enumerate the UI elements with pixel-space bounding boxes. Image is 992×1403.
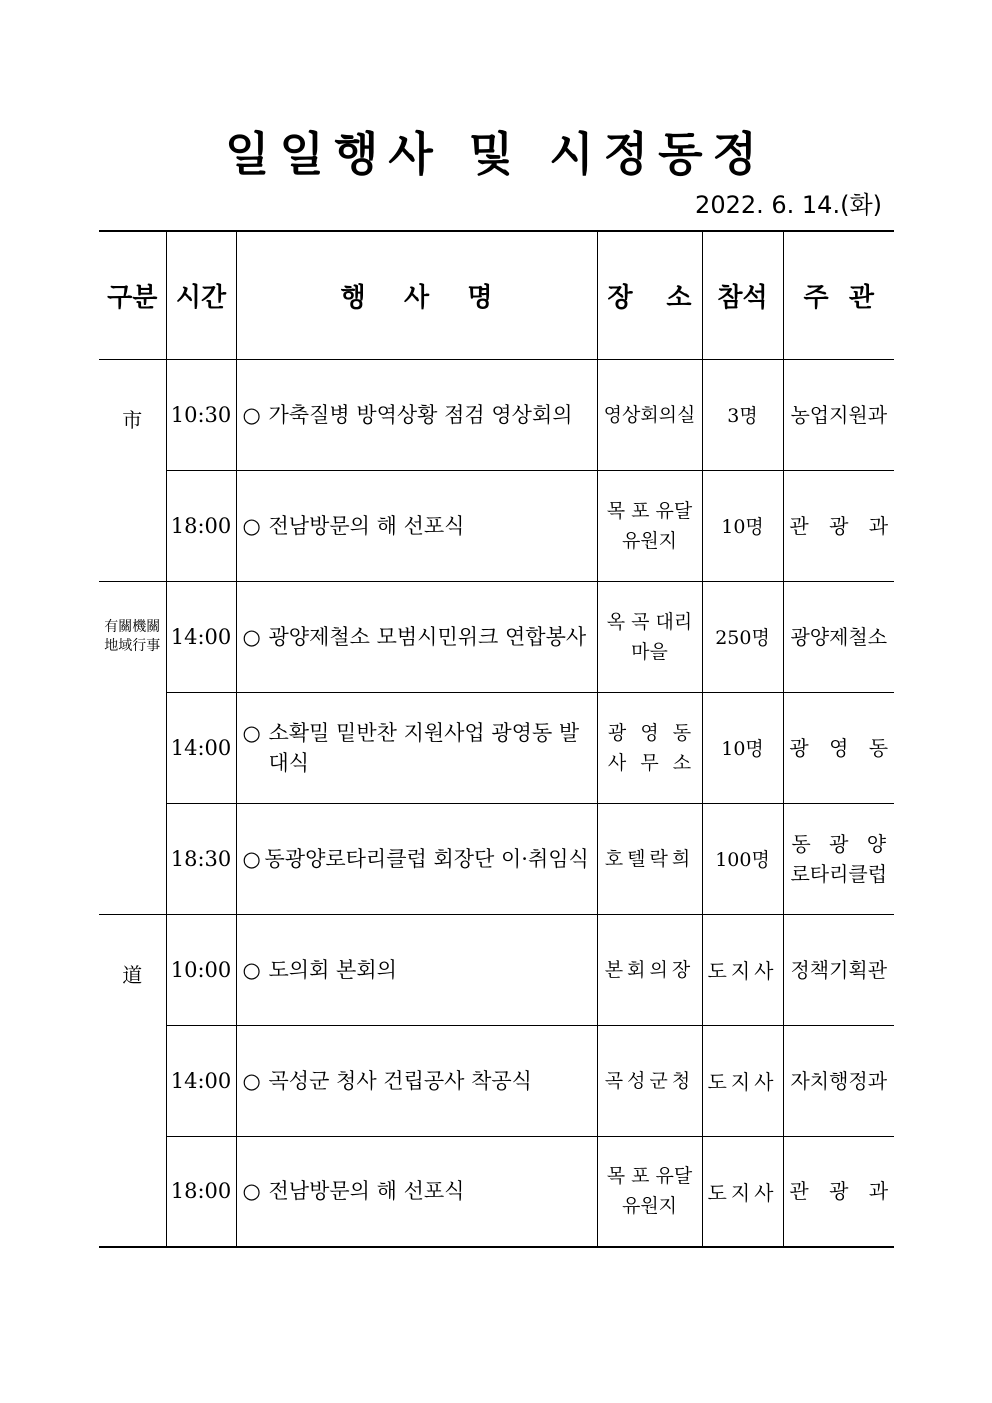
row-place: 영상회의실 bbox=[597, 359, 702, 470]
row-place: 목 포 유달유원지 bbox=[597, 1136, 702, 1247]
row-place: 곡성군청 bbox=[597, 1025, 702, 1136]
row-time: 10:30 bbox=[166, 359, 236, 470]
table-row bbox=[99, 1025, 894, 1136]
row-time: 18:00 bbox=[166, 470, 236, 581]
header-category: 구분 bbox=[99, 231, 166, 359]
row-event: ○ 곡성군 청사 건립공사 착공식 bbox=[236, 1025, 597, 1136]
row-time: 14:00 bbox=[166, 581, 236, 692]
table-row bbox=[99, 359, 894, 470]
row-event: ○ 가축질병 방역상황 점검 영상회의 bbox=[236, 359, 597, 470]
table-row bbox=[99, 470, 894, 581]
schedule-table bbox=[99, 230, 894, 1248]
row-event: ○ 동광양로타리클럽 회장단 이·취임식 bbox=[236, 803, 597, 914]
category-city: 市 bbox=[122, 407, 143, 432]
table-row bbox=[99, 581, 894, 692]
row-place: 광 영 동 사 무 소 bbox=[597, 692, 702, 803]
row-event: ○ 전남방문의 해 선포식 bbox=[236, 1136, 597, 1247]
row-time: 14:00 bbox=[166, 692, 236, 803]
row-place: 본회의장 bbox=[597, 914, 702, 1025]
row-attendee: 250명 bbox=[702, 581, 783, 692]
row-attendee: 10명 bbox=[702, 470, 783, 581]
row-organizer: 관 광 과 bbox=[783, 1136, 894, 1247]
header-attendee: 참석 bbox=[702, 231, 783, 359]
header-row bbox=[99, 231, 894, 359]
row-time: 14:00 bbox=[166, 1025, 236, 1136]
row-attendee: 100명 bbox=[702, 803, 783, 914]
row-attendee: 3명 bbox=[702, 359, 783, 470]
row-place: 목 포 유달유원지 bbox=[597, 470, 702, 581]
row-place: 호텔락희 bbox=[597, 803, 702, 914]
document-date: 2022. 6. 14.(화) bbox=[695, 191, 882, 219]
row-organizer: 농업지원과 bbox=[783, 359, 894, 470]
row-time: 18:30 bbox=[166, 803, 236, 914]
row-organizer: 광 영 동 bbox=[783, 692, 894, 803]
header-place: 장 소 bbox=[597, 231, 702, 359]
table-row bbox=[99, 692, 894, 803]
row-organizer: 정책기획관 bbox=[783, 914, 894, 1025]
page-title: 일일행사 및 시정동정 bbox=[225, 127, 767, 181]
row-event: ○ 도의회 본회의 bbox=[236, 914, 597, 1025]
row-event: ○ 광양제철소 모범시민위크 연합봉사 bbox=[236, 581, 597, 692]
row-event: ○ 전남방문의 해 선포식 bbox=[236, 470, 597, 581]
category-agencies: 有關機關 地域行事 bbox=[99, 581, 166, 914]
row-event: ○ 소확밀 밑반찬 지원사업 광영동 발대식 bbox=[236, 692, 597, 803]
row-attendee: 10명 bbox=[702, 692, 783, 803]
category-province: 道 bbox=[99, 914, 166, 1247]
row-organizer: 광양제철소 bbox=[783, 581, 894, 692]
row-time: 18:00 bbox=[166, 1136, 236, 1247]
row-place: 옥 곡 대리마을 bbox=[597, 581, 702, 692]
row-attendee: 도지사 bbox=[702, 1136, 783, 1247]
row-time: 10:00 bbox=[166, 914, 236, 1025]
row-organizer: 동 광 양 로타리클럽 bbox=[783, 803, 894, 914]
row-organizer: 자치행정과 bbox=[783, 1025, 894, 1136]
table-row bbox=[99, 1136, 894, 1247]
row-attendee: 도지사 bbox=[702, 914, 783, 1025]
header-event: 행 사 명 bbox=[236, 231, 597, 359]
row-organizer: 관 광 과 bbox=[783, 470, 894, 581]
table-row bbox=[99, 914, 894, 1025]
header-organizer: 주 관 bbox=[783, 231, 894, 359]
header-time: 시간 bbox=[166, 231, 236, 359]
row-attendee: 도지사 bbox=[702, 1025, 783, 1136]
table-row bbox=[99, 803, 894, 914]
